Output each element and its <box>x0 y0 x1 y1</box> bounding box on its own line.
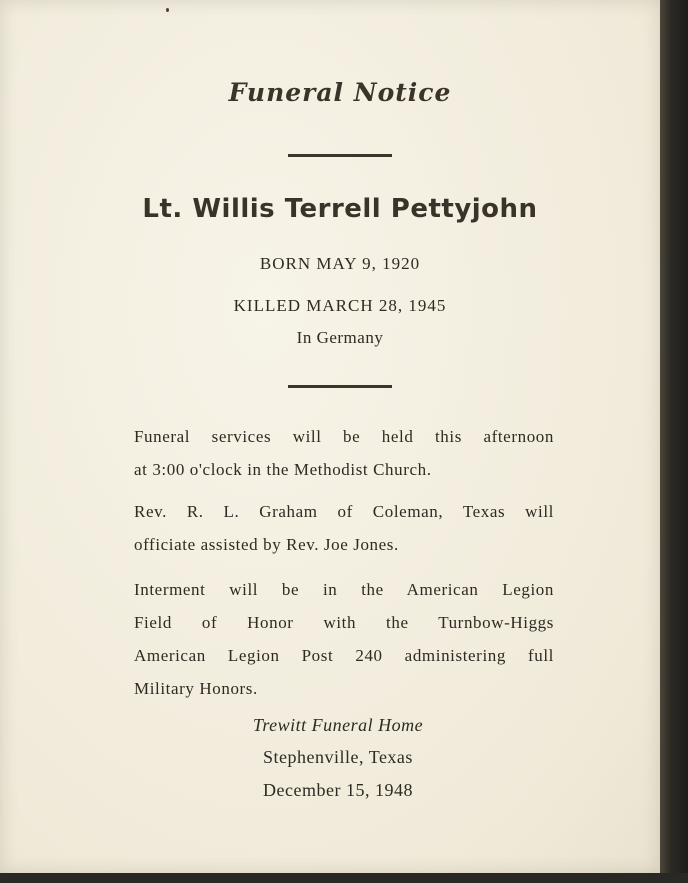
notice-date: December 15, 1948 <box>263 780 413 800</box>
paragraph-line: officiate assisted by Rev. Joe Jones. <box>134 535 399 554</box>
death-date: KILLED MARCH 28, 1945 <box>233 296 447 315</box>
officiant-paragraph <box>134 495 554 561</box>
paragraph-line: Rev. R. L. Graham of Coleman, Texas will <box>134 502 554 521</box>
photo-border-bottom <box>0 873 688 883</box>
paragraph-line: at 3:00 o'clock in the Methodist Church. <box>134 460 432 479</box>
paragraph-line: American Legion Post 240 administering full <box>134 646 554 665</box>
paragraph-line: Funeral services will be held this afternoon <box>134 427 554 446</box>
birth-date: BORN MAY 9, 1920 <box>259 254 421 273</box>
paper-speck <box>166 8 169 12</box>
paragraph-line: Interment will be in the American Legion <box>134 580 554 599</box>
divider-rule-top <box>288 154 392 157</box>
funeral-home-city: Stephenville, Texas <box>263 747 413 767</box>
interment-paragraph <box>134 573 554 705</box>
photo-border-right <box>660 0 688 883</box>
services-paragraph <box>134 420 554 486</box>
funeral-home-name: Trewitt Funeral Home <box>252 715 424 735</box>
notice-heading: Funeral Notice <box>228 78 452 107</box>
paragraph-line: Military Honors. <box>134 679 258 698</box>
deceased-name: Lt. Willis Terrell Pettyjohn <box>142 194 538 224</box>
paragraph-line: Field of Honor with the Turnbow-Higgs <box>134 613 554 632</box>
divider-rule-bottom <box>288 385 392 388</box>
death-place: In Germany <box>296 328 384 347</box>
